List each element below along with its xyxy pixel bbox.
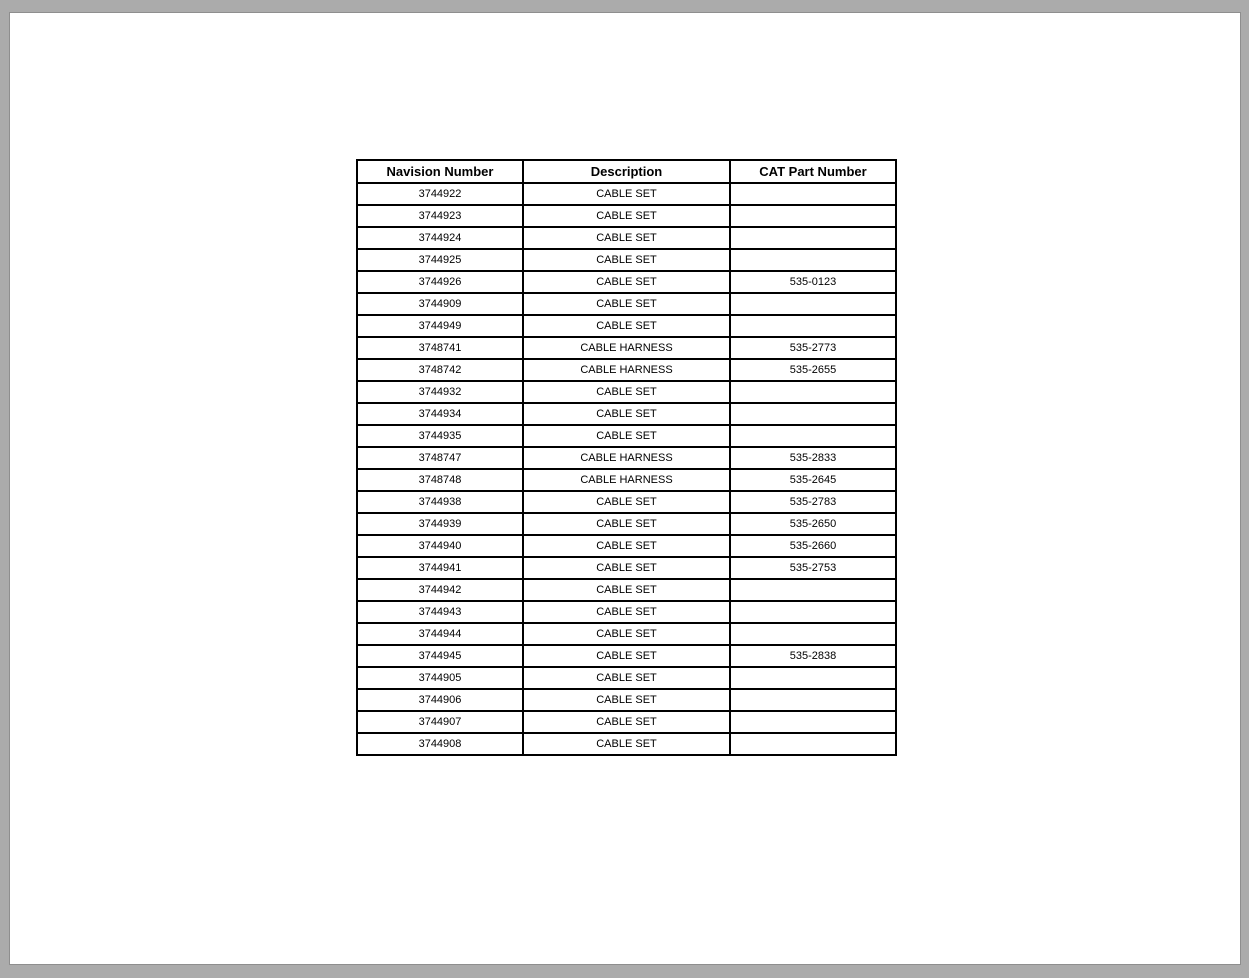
table-row	[357, 711, 896, 733]
description-cell: CABLE HARNESS	[523, 469, 730, 491]
cat-part-number-cell	[730, 667, 896, 689]
navision-number-cell: 3744934	[357, 403, 523, 425]
navision-number-cell: 3744906	[357, 689, 523, 711]
description-cell: CABLE SET	[523, 249, 730, 271]
navision-number-cell: 3748742	[357, 359, 523, 381]
cat-part-number-cell	[730, 689, 896, 711]
cat-part-number-cell	[730, 601, 896, 623]
cat-part-number-cell: 535-2773	[730, 337, 896, 359]
navision-number-cell: 3744944	[357, 623, 523, 645]
navision-number-cell: 3744909	[357, 293, 523, 315]
table-row	[357, 667, 896, 689]
header-navision-number: Navision Number	[357, 160, 523, 183]
description-cell: CABLE SET	[523, 293, 730, 315]
table-row	[357, 535, 896, 557]
table-row	[357, 425, 896, 447]
description-cell: CABLE SET	[523, 425, 730, 447]
table-row	[357, 205, 896, 227]
parts-table	[356, 159, 897, 756]
table-row	[357, 183, 896, 205]
table-row	[357, 623, 896, 645]
description-cell: CABLE SET	[523, 271, 730, 293]
table-row	[357, 689, 896, 711]
table-row	[357, 579, 896, 601]
cat-part-number-cell: 535-2753	[730, 557, 896, 579]
description-cell: CABLE SET	[523, 403, 730, 425]
navision-number-cell: 3744940	[357, 535, 523, 557]
table-row	[357, 381, 896, 403]
navision-number-cell: 3744924	[357, 227, 523, 249]
description-cell: CABLE SET	[523, 645, 730, 667]
description-cell: CABLE SET	[523, 733, 730, 755]
description-cell: CABLE SET	[523, 491, 730, 513]
table-row	[357, 227, 896, 249]
cat-part-number-cell: 535-2645	[730, 469, 896, 491]
navision-number-cell: 3744926	[357, 271, 523, 293]
cat-part-number-cell	[730, 623, 896, 645]
table-row	[357, 249, 896, 271]
table-row	[357, 337, 896, 359]
table-row	[357, 733, 896, 755]
table-row	[357, 601, 896, 623]
navision-number-cell: 3744943	[357, 601, 523, 623]
description-cell: CABLE SET	[523, 381, 730, 403]
cat-part-number-cell	[730, 579, 896, 601]
table-body	[357, 183, 896, 755]
cat-part-number-cell: 535-2833	[730, 447, 896, 469]
table-row	[357, 557, 896, 579]
header-cat-part-number: CAT Part Number	[730, 160, 896, 183]
table-row	[357, 469, 896, 491]
cat-part-number-cell	[730, 205, 896, 227]
description-cell: CABLE SET	[523, 227, 730, 249]
description-cell: CABLE SET	[523, 579, 730, 601]
cat-part-number-cell: 535-0123	[730, 271, 896, 293]
navision-number-cell: 3744932	[357, 381, 523, 403]
navision-number-cell: 3744942	[357, 579, 523, 601]
description-cell: CABLE SET	[523, 711, 730, 733]
table-row	[357, 447, 896, 469]
cat-part-number-cell: 535-2838	[730, 645, 896, 667]
cat-part-number-cell	[730, 425, 896, 447]
description-cell: CABLE SET	[523, 689, 730, 711]
cat-part-number-cell	[730, 711, 896, 733]
description-cell: CABLE HARNESS	[523, 337, 730, 359]
description-cell: CABLE SET	[523, 315, 730, 337]
navision-number-cell: 3744905	[357, 667, 523, 689]
description-cell: CABLE SET	[523, 513, 730, 535]
table-header	[357, 160, 896, 183]
navision-number-cell: 3744939	[357, 513, 523, 535]
cat-part-number-cell: 535-2783	[730, 491, 896, 513]
navision-number-cell: 3744923	[357, 205, 523, 227]
table-row	[357, 513, 896, 535]
header-row	[357, 160, 896, 183]
table-row	[357, 271, 896, 293]
table-row	[357, 315, 896, 337]
description-cell: CABLE SET	[523, 601, 730, 623]
navision-number-cell: 3748747	[357, 447, 523, 469]
cat-part-number-cell	[730, 293, 896, 315]
navision-number-cell: 3744908	[357, 733, 523, 755]
description-cell: CABLE HARNESS	[523, 447, 730, 469]
cat-part-number-cell: 535-2650	[730, 513, 896, 535]
navision-number-cell: 3744935	[357, 425, 523, 447]
table-row	[357, 491, 896, 513]
navision-number-cell: 3744922	[357, 183, 523, 205]
navision-number-cell: 3744938	[357, 491, 523, 513]
description-cell: CABLE SET	[523, 623, 730, 645]
navision-number-cell: 3744925	[357, 249, 523, 271]
table-row	[357, 359, 896, 381]
description-cell: CABLE SET	[523, 557, 730, 579]
table-row	[357, 293, 896, 315]
description-cell: CABLE SET	[523, 667, 730, 689]
cat-part-number-cell	[730, 381, 896, 403]
cat-part-number-cell	[730, 403, 896, 425]
table-row	[357, 403, 896, 425]
navision-number-cell: 3744949	[357, 315, 523, 337]
cat-part-number-cell	[730, 227, 896, 249]
description-cell: CABLE HARNESS	[523, 359, 730, 381]
header-description: Description	[523, 160, 730, 183]
cat-part-number-cell: 535-2655	[730, 359, 896, 381]
cat-part-number-cell	[730, 183, 896, 205]
navision-number-cell: 3744941	[357, 557, 523, 579]
navision-number-cell: 3748748	[357, 469, 523, 491]
table-row	[357, 645, 896, 667]
description-cell: CABLE SET	[523, 183, 730, 205]
cat-part-number-cell	[730, 733, 896, 755]
cat-part-number-cell: 535-2660	[730, 535, 896, 557]
description-cell: CABLE SET	[523, 535, 730, 557]
navision-number-cell: 3744907	[357, 711, 523, 733]
description-cell: CABLE SET	[523, 205, 730, 227]
document-page	[9, 12, 1241, 965]
navision-number-cell: 3748741	[357, 337, 523, 359]
navision-number-cell: 3744945	[357, 645, 523, 667]
cat-part-number-cell	[730, 315, 896, 337]
cat-part-number-cell	[730, 249, 896, 271]
